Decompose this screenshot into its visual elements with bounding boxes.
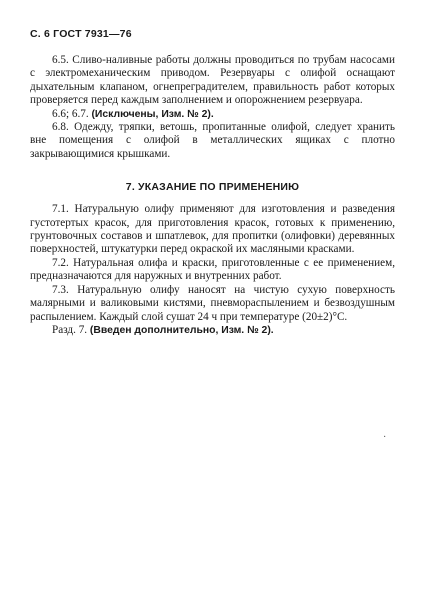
scan-mark: ·: [383, 432, 387, 443]
paragraph-6-5: 6.5. Сливо-наливные работы должны проводиться по трубам насосами с электромеханическим приводом. Резервуары с олифой оснащают дыхательным клапаном, огнепреградителем, правильность работ которых проверяется перед каждым заполнением и опорожнением резервуара.: [30, 54, 395, 107]
paragraph-7-3: 7.3. Натуральную олифу наносят на чистую сухую поверхность малярными и валиковыми кистями, пневмораспылением и безвоздушным распылением. Каждый слой сушат 24 ч при температуре (20±2)°С.: [30, 283, 395, 323]
paragraph-prefix: 6.6; 6.7.: [52, 107, 92, 120]
paragraph-section-7-note: [30, 324, 395, 337]
page-header: С. 6 ГОСТ 7931—76: [30, 28, 132, 40]
paragraph-7-1: 7.1. Натуральную олифу применяют для изготовления и разведения густотертых красок, для приготовления красок, готовых к применению, грунтовочных составов и шпатлевок, для пропитки (олифовки) деревянных поверхностей, штукатурки перед окраской их масляными красками.: [30, 203, 395, 256]
paragraph-6-8: 6.8. Одежду, тряпки, ветошь, пропитанные олифой, следует хранить вне помещения с олифой в металлических ящиках с плотно закрывающимися крышками.: [30, 121, 395, 160]
paragraph-7-2: 7.2. Натуральная олифа и краски, приготовленные с ее применением, предназначаются для наружных и внутренних работ.: [30, 256, 395, 283]
amendment-note: (Введен дополнительно, Изм. № 2).: [89, 324, 274, 336]
section-title: 7. УКАЗАНИЕ ПО ПРИМЕНЕНИЮ: [125, 181, 300, 194]
paragraph-6-6-6-7: [30, 108, 395, 121]
amendment-note: (Исключены, Изм. № 2).: [91, 108, 214, 120]
paragraph-prefix: Разд. 7.: [52, 323, 90, 336]
